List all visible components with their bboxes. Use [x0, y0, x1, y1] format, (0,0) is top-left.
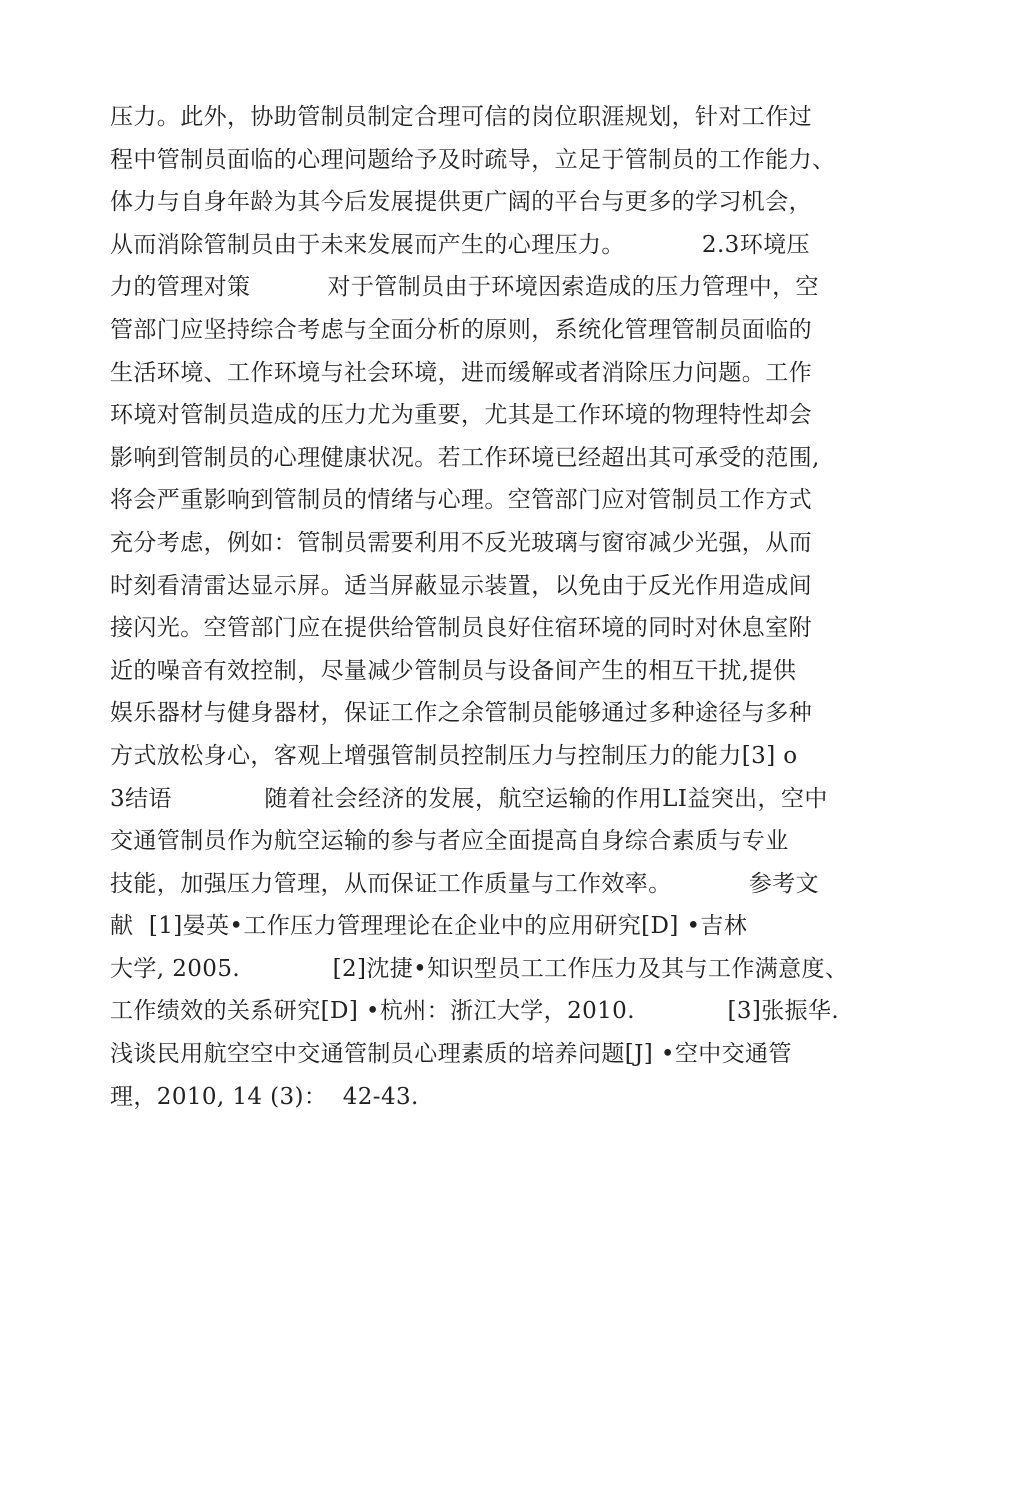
text-line: 献 [1]晏英•工作压力管理理论在企业中的应用研究[D] •吉林	[110, 913, 748, 940]
text-line: 将会严重影响到管制员的情绪与心理。空管部门应对管制员工作方式	[110, 487, 812, 514]
text-line: 程中管制员面临的心理问题给予及时疏导，立足于管制员的工作能力、	[110, 146, 836, 173]
body-text	[110, 96, 910, 1118]
text-line: 生活环境、工作环境与社会环境，进而缓解或者消除压力问题。工作	[110, 359, 812, 386]
text-line: 影响到管制员的心理健康状况。若工作环境已经超出其可承受的范围,	[110, 444, 820, 471]
text-line: 浅谈民用航空空中交通管制员心理素质的培养问题[J] •空中交通管	[110, 1041, 792, 1068]
text-line: 从而消除管制员由于未来发展而产生的心理压力。 2.3环境压	[110, 231, 810, 258]
text-line: 管部门应坚持综合考虑与全面分析的原则，系统化管理管制员面临的	[110, 316, 812, 343]
text-line: 交通管制员作为航空运输的参与者应全面提高自身综合素质与专业	[110, 828, 789, 855]
text-line: 力的管理对策 对于管制员由于环境因索造成的压力管理中，空	[110, 274, 819, 301]
text-line: 体力与自身年龄为其今后发展提供更广阔的平台与更多的学习机会，	[110, 189, 812, 216]
text-line: 技能，加强压力管理，从而保证工作质量与工作效率。 参考文	[110, 870, 819, 897]
text-line: 近的噪音有效控制，尽量减少管制员与设备间产生的相互干扰,提供	[110, 657, 797, 684]
text-line: 时刻看清雷达显示屏。适当屏蔽显示装置，以免由于反光作用造成间	[110, 572, 812, 599]
text-line: 工作绩效的关系研究[D] •杭州：浙江大学，2010. [3]张振华.	[110, 998, 840, 1025]
text-line: 3结语 随着社会经济的发展，航空运输的作用LI益突出，空中	[110, 785, 828, 812]
text-line: 大学, 2005. [2]沈捷•知识型员工工作压力及其与工作满意度、	[110, 955, 849, 982]
text-line: 接闪光。空管部门应在提供给管制员良好住宿环境的同时对休息室附	[110, 615, 812, 642]
text-line: 方式放松身心，客观上增强管制员控制压力与控制压力的能力[3] o	[110, 742, 798, 769]
text-line: 环境对管制员造成的压力尤为重要，尤其是工作环境的物理特性却会	[110, 402, 812, 429]
text-line: 充分考虑，例如：管制员需要利用不反光玻璃与窗帘减少光强，从而	[110, 529, 812, 556]
text-line: 压力。此外，协助管制员制定合理可信的岗位职涯规划，针对工作过	[110, 104, 812, 130]
text-line: 娱乐器材与健身器材，保证工作之余管制员能够通过多种途径与多种	[110, 700, 812, 727]
text-line: 理，2010, 14 (3)： 42-43.	[110, 1083, 419, 1110]
